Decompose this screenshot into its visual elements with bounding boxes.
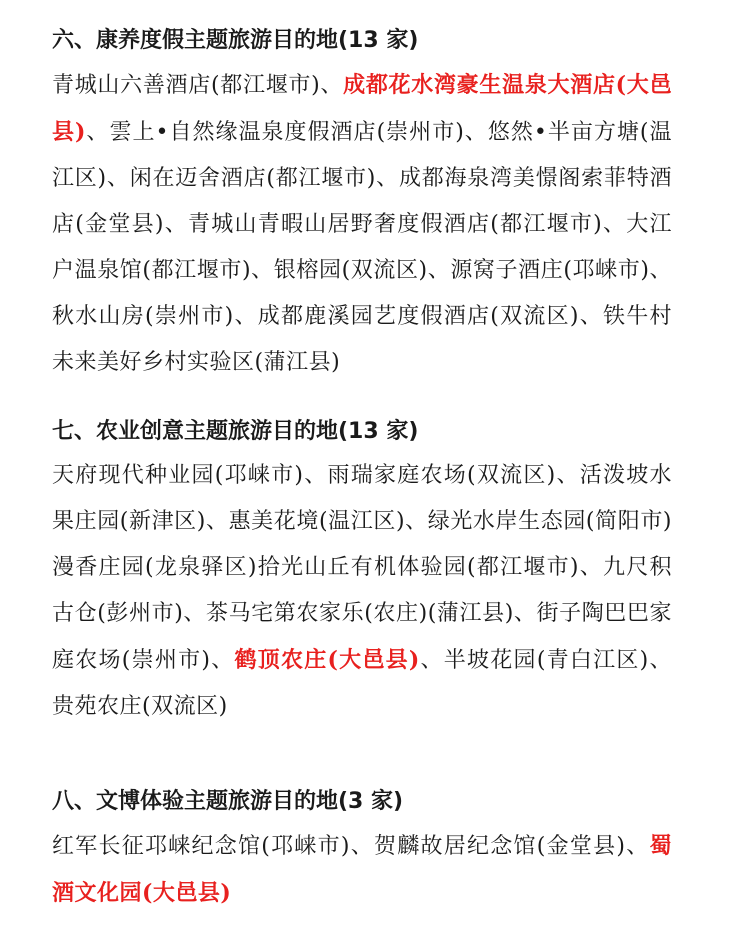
destination-list-text: 青城山六善酒店(都江堰市)、	[52, 73, 344, 98]
destination-list-text: 红军长征邛崃纪念馆(邛崃市)、贺麟故居纪念馆(金堂县)、	[52, 834, 650, 859]
destination-list-text: 、半坡花园(青白江区)、贵苑农庄(双流区)	[52, 648, 672, 719]
section-heading: 六、康养度假主题旅游目的地(13 家)	[52, 28, 419, 53]
section-heading: 七、农业创意主题旅游目的地(13 家)	[52, 419, 419, 444]
section-body	[52, 823, 672, 917]
destination-list-text: 、雲上•自然缘温泉度假酒店(崇州市)、悠然•半亩方塘(温江区)、闲在迈舍酒店(都江堰市)、成都海泉湾美憬阁索菲特酒店(金堂县)、青城山青暇山居野奢度假酒店(都江堰市)、大江户温泉馆(都江堰市)、银榕园(双流区)、源窝子酒庄(邛崃市)、秋水山房(崇州市)、成都鹿溪园艺度假酒店(双流区)、铁牛村未来美好乡村实验区(蒲江县)	[52, 120, 672, 375]
highlighted-destination: 成都花水湾豪生温泉大酒店(大邑县)	[52, 72, 672, 145]
section-body	[52, 62, 672, 386]
section-wenbo	[52, 781, 672, 917]
section-heading: 八、文博体验主题旅游目的地(3 家)	[52, 789, 404, 814]
section-nongye	[52, 411, 672, 730]
highlighted-destination: 蜀酒文化园(大邑县)	[52, 833, 672, 906]
section-body	[52, 453, 672, 730]
destination-list-text: 天府现代种业园(邛崃市)、雨瑞家庭农场(双流区)、活泼坡水果庄园(新津区)、惠美花境(温江区)、绿光水岸生态园(简阳市)漫香庄园(龙泉驿区)拾光山丘有机体验园(都江堰市)、九尺积古仓(彭州市)、茶马宅第农家乐(农庄)(蒲江县)、街子陶巴巴家庭农场(崇州市)、	[52, 463, 672, 673]
section-kangyang	[52, 20, 672, 386]
highlighted-destination: 鹤顶农庄(大邑县)	[234, 647, 420, 673]
